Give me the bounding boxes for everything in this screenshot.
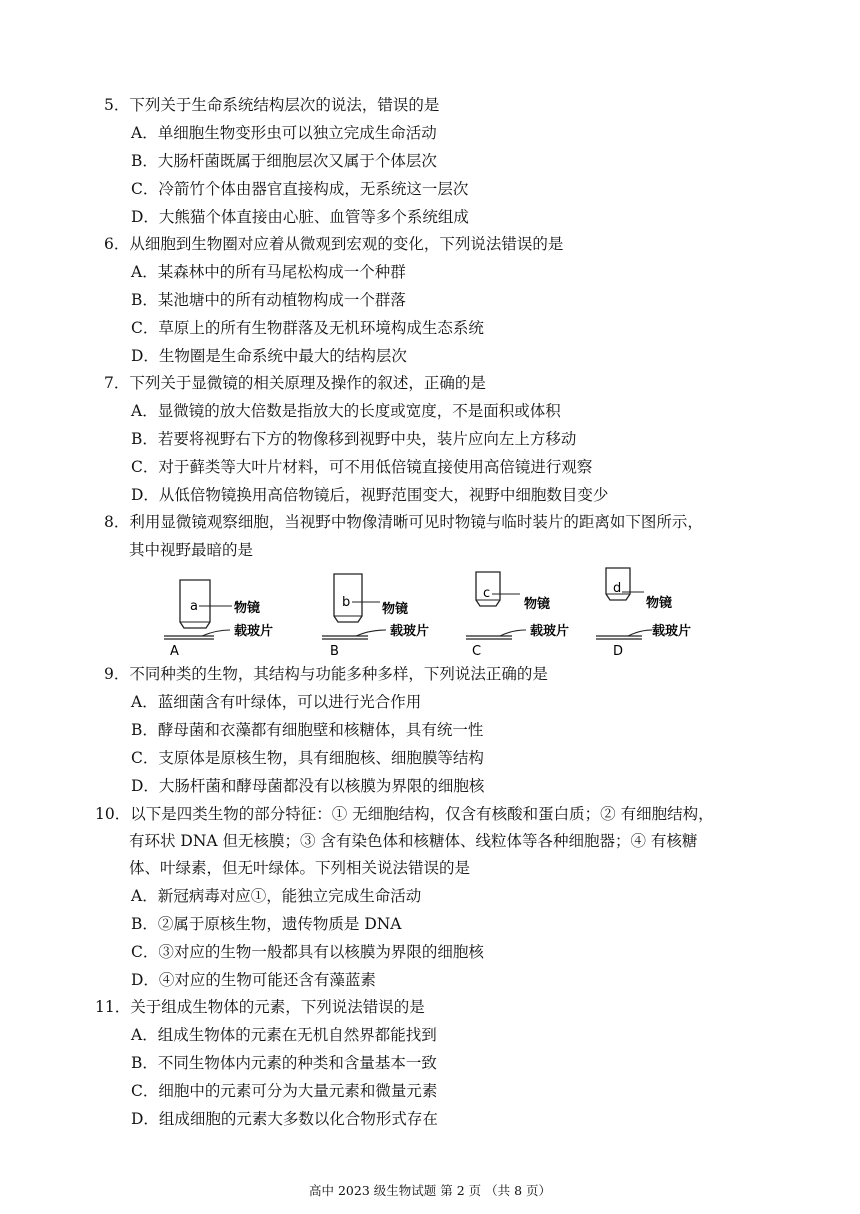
- option-a[interactable]: A．组成生物体的元素在无机自然界都能找到: [131, 1026, 437, 1044]
- lens-label-a: a: [190, 599, 198, 614]
- option-c[interactable]: C．对于藓类等大叶片材料，可不用低倍镜直接使用高倍镜进行观察: [131, 458, 593, 476]
- slide-label: 载玻片: [390, 624, 430, 639]
- option-c[interactable]: C．支原体是原核生物，具有细胞核、细胞膜等结构: [131, 749, 484, 767]
- panel-label-c: C: [472, 644, 482, 659]
- option-d[interactable]: D．大肠杆菌和酵母菌都没有以核膜为界限的细胞核: [131, 777, 485, 795]
- option-b[interactable]: B．某池塘中的所有动植物构成一个群落: [131, 291, 406, 309]
- option-a[interactable]: A．显微镜的放大倍数是指放大的长度或宽度，不是面积或体积: [131, 402, 561, 420]
- option-c[interactable]: C．冷箭竹个体由器官直接构成，无系统这一层次: [131, 180, 469, 198]
- question-stem: 6．从细胞到生物圈对应着从微观到宏观的变化，下列说法错误的是: [104, 235, 564, 253]
- question-stem: 10．以下是四类生物的部分特征：① 无细胞结构，仅含有核酸和蛋白质；② 有细胞结构，: [95, 805, 714, 823]
- slide-label: 载玻片: [652, 624, 692, 639]
- option-b[interactable]: B．酵母菌和衣藻都有细胞壁和核糖体，具有统一性: [131, 721, 484, 739]
- objective-label: 物镜: [524, 597, 551, 612]
- option-d[interactable]: D．④对应的生物可能还含有藻蓝素: [131, 971, 376, 989]
- lens-label-b: b: [342, 595, 351, 610]
- option-a[interactable]: A．单细胞生物变形虫可以独立完成生命活动: [131, 124, 437, 142]
- question-stem: 5．下列关于生命系统结构层次的说法，错误的是: [104, 96, 440, 114]
- option-c[interactable]: C．③对应的生物一般都具有以核膜为界限的细胞核: [131, 943, 484, 961]
- objective-label: 物镜: [382, 602, 409, 617]
- microscope-objective-figure: [150, 562, 710, 662]
- option-b[interactable]: B．大肠杆菌既属于细胞层次又属于个体层次: [131, 152, 437, 170]
- figure-panel-b: [322, 574, 429, 659]
- question-stem: 11．关于组成生物体的元素，下列说法错误的是: [95, 998, 425, 1016]
- option-a[interactable]: A．新冠病毒对应①，能独立完成生命活动: [131, 887, 422, 905]
- option-a[interactable]: A．某森林中的所有马尾松构成一个种群: [131, 263, 406, 281]
- page-footer: 高中 2023 级生物试题 第 2 页 （共 8 页）: [308, 1183, 551, 1198]
- option-d[interactable]: D．从低倍物镜换用高倍物镜后，视野范围变大，视野中细胞数目变少: [131, 486, 609, 504]
- panel-label-a: A: [170, 644, 179, 659]
- panel-label-d: D: [613, 644, 624, 659]
- objective-label: 物镜: [646, 596, 673, 611]
- figure-panel-a: [164, 580, 273, 659]
- slide-label: 载玻片: [530, 624, 570, 639]
- question-stem: 8．利用显微镜观察细胞，当视野中物像清晰可见时物镜与临时装片的距离如下图所示，: [104, 513, 703, 531]
- question-stem-continued: 其中视野最暗的是: [129, 541, 254, 559]
- panel-label-b: B: [330, 644, 339, 659]
- option-c[interactable]: C．细胞中的元素可分为大量元素和微量元素: [131, 1082, 438, 1100]
- option-a[interactable]: A．蓝细菌含有叶绿体，可以进行光合作用: [131, 693, 422, 711]
- option-b[interactable]: B．若要将视野右下方的物像移到视野中央，装片应向左上方移动: [131, 430, 577, 448]
- option-d[interactable]: D．大熊猫个体直接由心脏、血管等多个系统组成: [131, 208, 469, 226]
- option-b[interactable]: B．②属于原核生物，遗传物质是 DNA: [131, 915, 402, 933]
- figure-panel-d: [596, 568, 691, 659]
- objective-label: 物镜: [234, 601, 261, 616]
- question-stem: 9．不同种类的生物，其结构与功能多种多样，下列说法正确的是: [104, 665, 548, 683]
- option-b[interactable]: B．不同生物体内元素的种类和含量基本一致: [131, 1054, 437, 1072]
- lens-label-c: c: [483, 586, 491, 601]
- question-stem-continued: 有环状 DNA 但无核膜；③ 含有染色体和核糖体、线粒体等各种细胞器；④ 有核糖: [129, 832, 698, 850]
- question-stem: 7．下列关于显微镜的相关原理及操作的叙述，正确的是: [104, 374, 486, 392]
- option-c[interactable]: C．草原上的所有生物群落及无机环境构成生态系统: [131, 319, 484, 337]
- question-stem-continued: 体、叶绿素，但无叶绿体。下列相关说法错误的是: [129, 859, 471, 877]
- option-d[interactable]: D．生物圈是生命系统中最大的结构层次: [131, 347, 407, 365]
- lens-label-d: d: [613, 581, 622, 596]
- slide-label: 载玻片: [234, 624, 274, 639]
- option-d[interactable]: D．组成细胞的元素大多数以化合物形式存在: [131, 1110, 438, 1128]
- figure-panel-c: [466, 572, 569, 659]
